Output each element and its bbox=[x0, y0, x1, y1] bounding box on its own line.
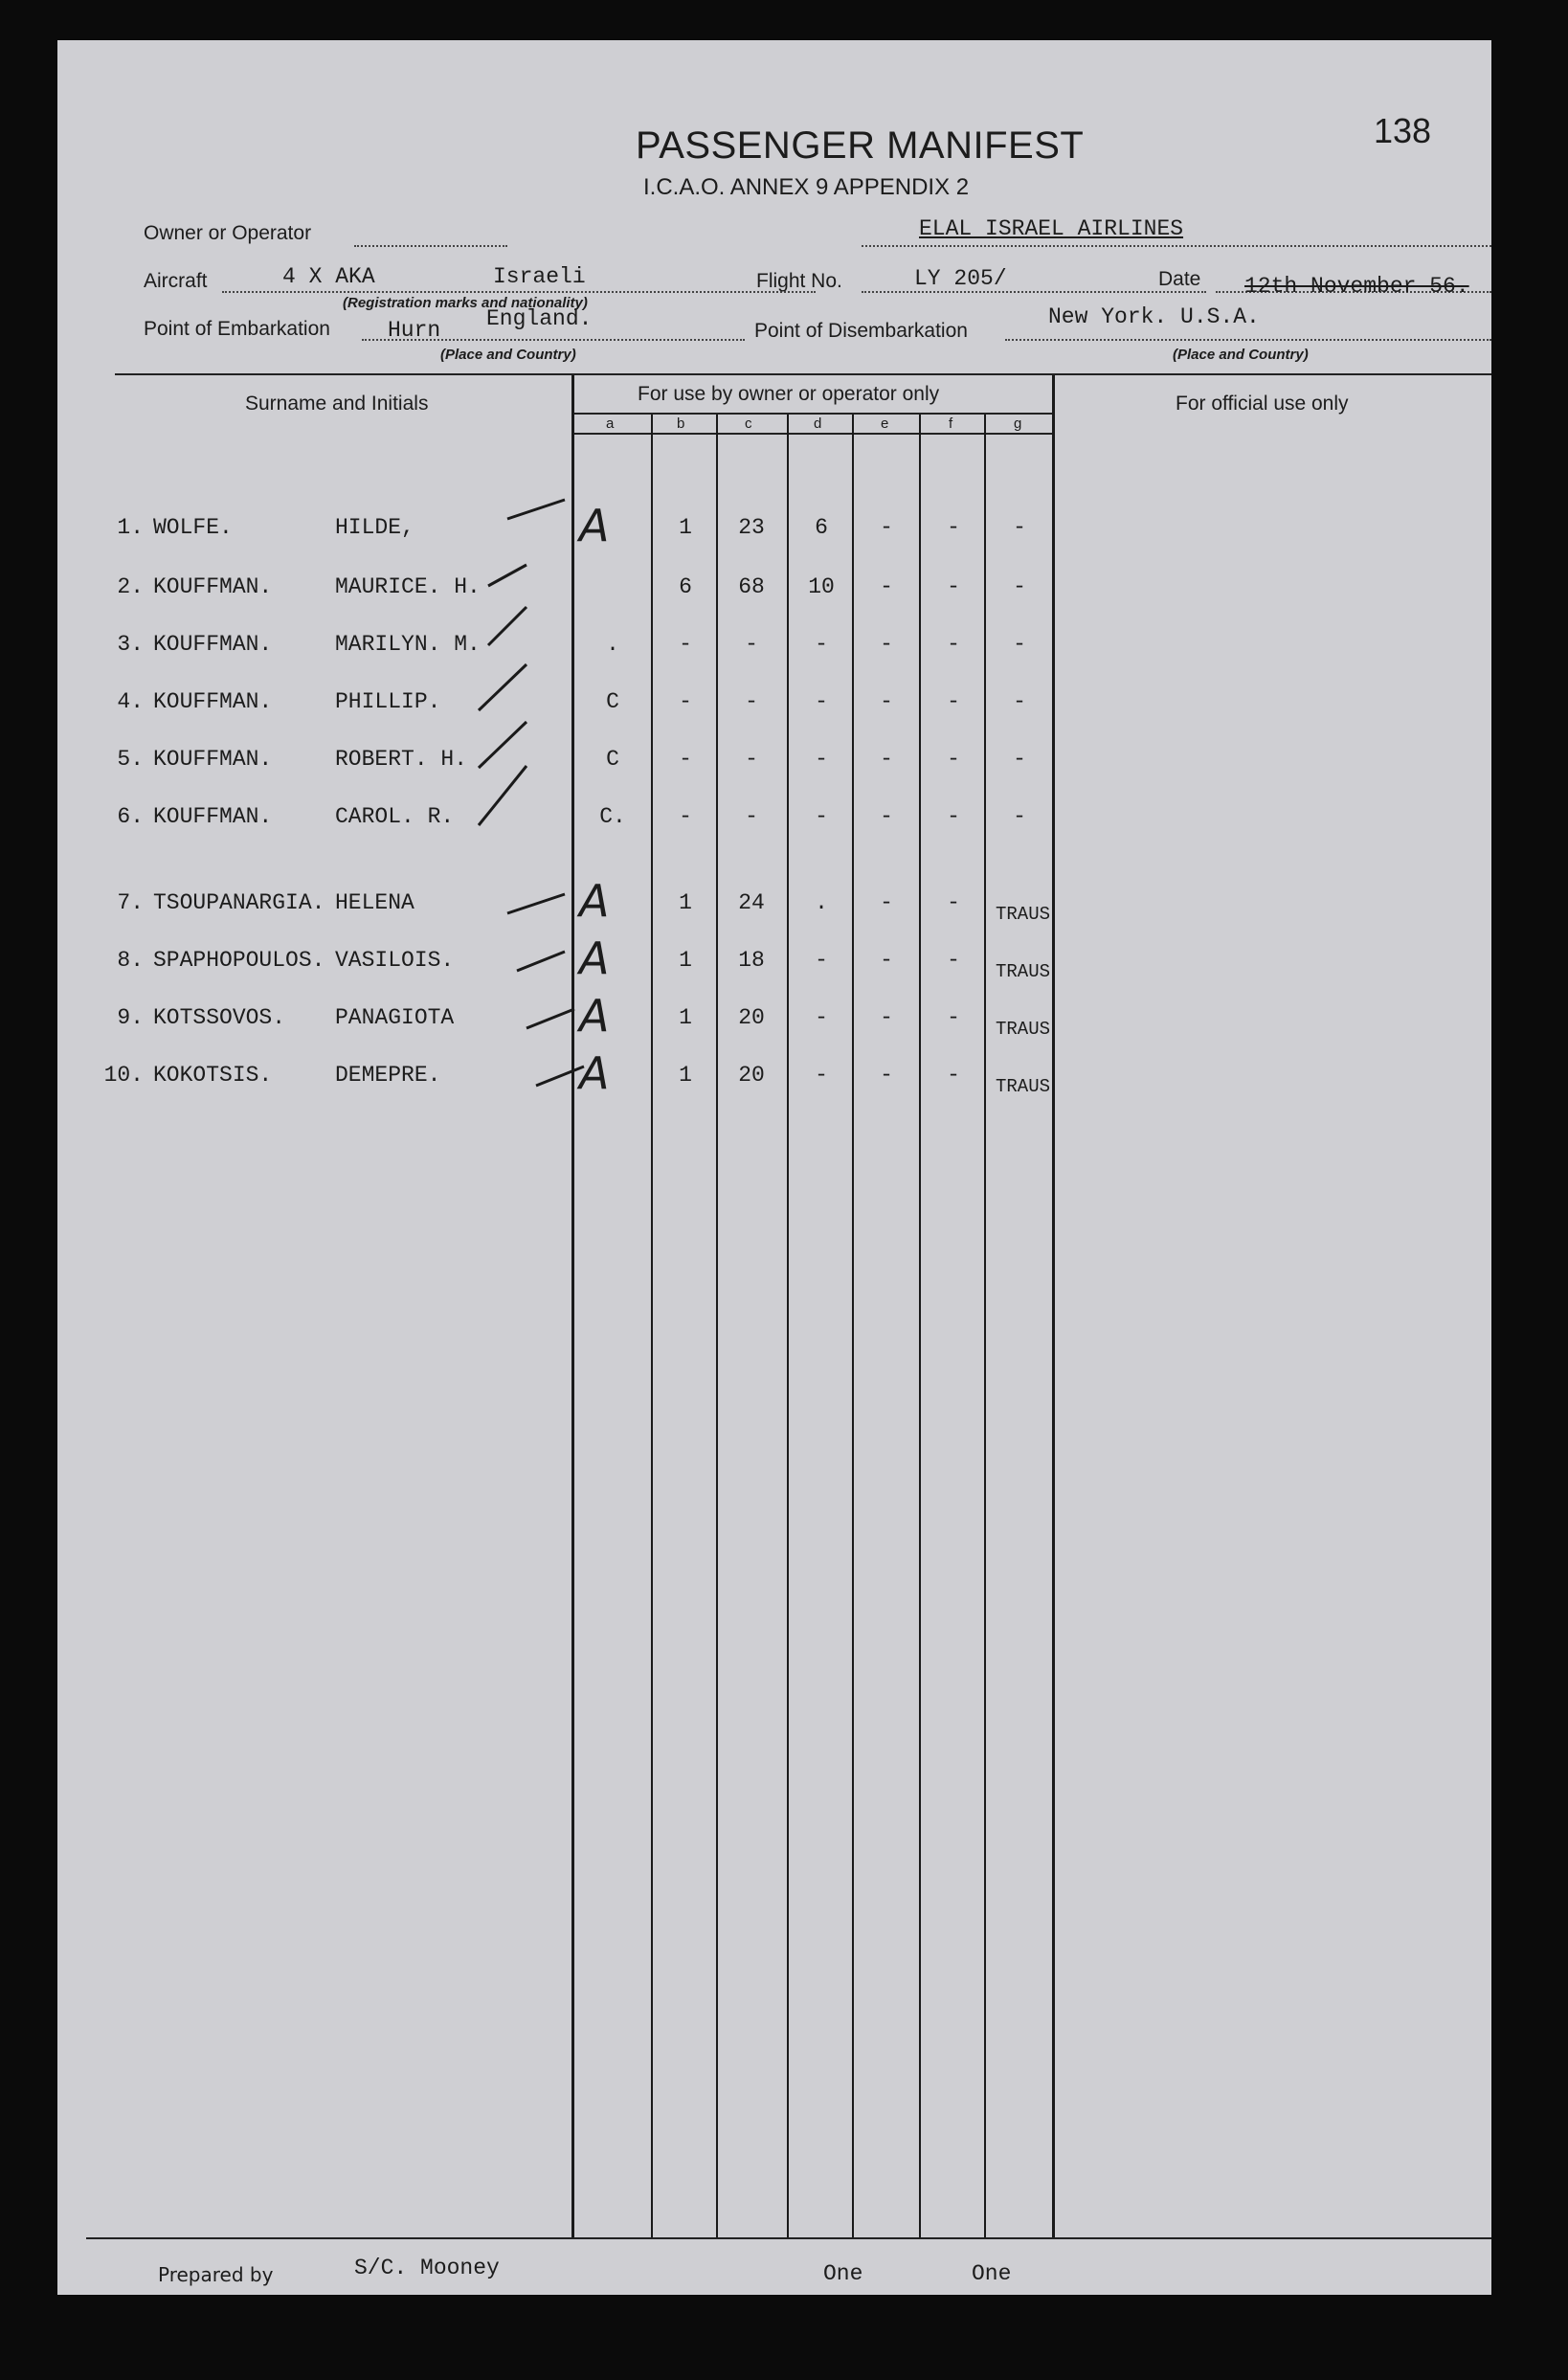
passenger-initials: MARILYN. M. bbox=[335, 632, 481, 657]
passenger-initials: VASILOIS. bbox=[335, 948, 455, 973]
row-number: 2. bbox=[117, 574, 144, 599]
disembarkation-label: Point of Disembarkation bbox=[754, 320, 968, 342]
column-letter-e: e bbox=[881, 415, 889, 432]
passenger-initials: PANAGIOTA bbox=[335, 1005, 455, 1030]
row-number: 10. bbox=[103, 1063, 144, 1088]
passenger-initials: MAURICE. H. bbox=[335, 574, 481, 599]
cell-g: - bbox=[1013, 574, 1026, 599]
passenger-initials: DEMEPRE. bbox=[335, 1063, 441, 1088]
passenger-count-1: One bbox=[823, 2261, 863, 2286]
passenger-count-2: One bbox=[972, 2261, 1012, 2286]
cell-d: - bbox=[815, 1005, 828, 1030]
column-letter-c: c bbox=[745, 415, 752, 432]
table-bottom-rule bbox=[86, 2237, 1491, 2239]
row-number: 3. bbox=[117, 632, 144, 657]
passenger-initials: PHILLIP. bbox=[335, 689, 441, 714]
cell-e: - bbox=[880, 515, 893, 540]
official-use-header: For official use only bbox=[1176, 393, 1349, 415]
cell-b: - bbox=[679, 632, 692, 657]
cell-b: 6 bbox=[679, 574, 692, 599]
cell-g: - bbox=[1013, 515, 1026, 540]
cell-c: - bbox=[745, 804, 758, 829]
date-label: Date bbox=[1158, 268, 1201, 290]
cell-f: - bbox=[947, 1005, 960, 1030]
aircraft-value: 4 X AKA bbox=[282, 264, 375, 289]
cell-c: - bbox=[745, 689, 758, 714]
document-title: PASSENGER MANIFEST bbox=[636, 124, 1085, 167]
cell-b: 1 bbox=[679, 1063, 692, 1088]
cell-g: - bbox=[1013, 632, 1026, 657]
row-number: 1. bbox=[117, 515, 144, 540]
cell-f: - bbox=[947, 515, 960, 540]
disembarkation-value: New York. U.S.A. bbox=[1048, 304, 1260, 329]
cell-b: - bbox=[679, 747, 692, 772]
check-stroke bbox=[479, 722, 526, 768]
row-number: 7. bbox=[117, 890, 144, 915]
passenger-initials: CAROL. R. bbox=[335, 804, 455, 829]
cell-a: C bbox=[606, 689, 619, 714]
passenger-surname: KOKOTSIS. bbox=[153, 1063, 273, 1088]
cell-f: - bbox=[947, 890, 960, 915]
cell-b: - bbox=[679, 689, 692, 714]
date-value: 12th November 56. bbox=[1244, 274, 1469, 299]
manifest-page bbox=[57, 40, 1491, 2295]
cell-f: - bbox=[947, 747, 960, 772]
cell-c: 68 bbox=[738, 574, 765, 599]
check-stroke bbox=[479, 664, 526, 710]
cell-b: - bbox=[679, 804, 692, 829]
cell-a: . bbox=[606, 632, 619, 657]
column-letter-f: f bbox=[949, 415, 953, 432]
embarkation-value: Hurn bbox=[388, 318, 441, 343]
cell-g: TRAUS bbox=[996, 1076, 1051, 1097]
row-number: 5. bbox=[117, 747, 144, 772]
passenger-surname: SPAPHOPOULOS. bbox=[153, 948, 325, 973]
cell-e: - bbox=[880, 1005, 893, 1030]
handwritten-mark: A bbox=[579, 932, 610, 984]
cell-a: C bbox=[606, 747, 619, 772]
cell-c: 20 bbox=[738, 1063, 765, 1088]
registration-note: (Registration marks and nationality) bbox=[343, 295, 588, 311]
cell-e: - bbox=[880, 948, 893, 973]
passenger-surname: KOUFFMAN. bbox=[153, 574, 273, 599]
cell-e: - bbox=[880, 890, 893, 915]
owner-label: Owner or Operator bbox=[144, 222, 312, 244]
prepared-by-label: Prepared by bbox=[158, 2263, 274, 2286]
cell-g: TRAUS bbox=[996, 1019, 1051, 1040]
column-letter-b: b bbox=[677, 415, 685, 432]
aircraft-label: Aircraft bbox=[144, 270, 208, 292]
place-note-right: (Place and Country) bbox=[1173, 347, 1309, 363]
cell-f: - bbox=[947, 1063, 960, 1088]
cell-d: - bbox=[815, 689, 828, 714]
place-note-left: (Place and Country) bbox=[440, 347, 576, 363]
cell-e: - bbox=[880, 747, 893, 772]
cell-c: 20 bbox=[738, 1005, 765, 1030]
cell-d: 6 bbox=[815, 515, 828, 540]
check-stroke bbox=[507, 894, 565, 913]
passenger-initials: ROBERT. H. bbox=[335, 747, 468, 772]
cell-e: - bbox=[880, 689, 893, 714]
owner-use-header: For use by owner or operator only bbox=[638, 383, 940, 405]
check-stroke bbox=[479, 766, 526, 825]
aircraft-nationality: Israeli bbox=[493, 264, 586, 289]
check-stroke bbox=[507, 500, 565, 519]
cell-b: 1 bbox=[679, 515, 692, 540]
cell-b: 1 bbox=[679, 1005, 692, 1030]
row-number: 9. bbox=[117, 1005, 144, 1030]
check-stroke bbox=[526, 1009, 574, 1028]
flight-value: LY 205/ bbox=[914, 266, 1007, 291]
column-letter-a: a bbox=[606, 415, 615, 432]
page-number: 138 bbox=[1374, 111, 1432, 150]
cell-g: - bbox=[1013, 804, 1026, 829]
passenger-initials: HELENA bbox=[335, 890, 414, 915]
cell-d: - bbox=[815, 804, 828, 829]
cell-d: - bbox=[815, 747, 828, 772]
cell-c: 24 bbox=[738, 890, 765, 915]
column-letter-d: d bbox=[814, 415, 822, 432]
cell-d: - bbox=[815, 948, 828, 973]
row-number: 6. bbox=[117, 804, 144, 829]
cell-g: TRAUS bbox=[996, 904, 1051, 925]
cell-b: 1 bbox=[679, 948, 692, 973]
cell-e: - bbox=[880, 574, 893, 599]
cell-c: - bbox=[745, 747, 758, 772]
check-stroke bbox=[488, 565, 526, 586]
handwritten-mark: A bbox=[579, 500, 610, 551]
cell-d: - bbox=[815, 1063, 828, 1088]
prepared-by-value: S/C. Mooney bbox=[354, 2256, 500, 2280]
cell-d: 10 bbox=[808, 574, 835, 599]
cell-c: 23 bbox=[738, 515, 765, 540]
check-stroke bbox=[536, 1067, 584, 1086]
owner-value: ELAL ISRAEL AIRLINES bbox=[919, 216, 1184, 241]
check-stroke bbox=[517, 952, 565, 971]
handwritten-mark: A bbox=[579, 1047, 610, 1099]
cell-f: - bbox=[947, 632, 960, 657]
cell-f: - bbox=[947, 948, 960, 973]
cell-g: TRAUS bbox=[996, 961, 1051, 982]
column-letter-g: g bbox=[1014, 415, 1022, 432]
cell-b: 1 bbox=[679, 890, 692, 915]
cell-g: - bbox=[1013, 747, 1026, 772]
name-column-header: Surname and Initials bbox=[245, 393, 429, 415]
cell-e: - bbox=[880, 632, 893, 657]
passenger-surname: TSOUPANARGIA. bbox=[153, 890, 325, 915]
passenger-surname: KOTSSOVOS. bbox=[153, 1005, 286, 1030]
cell-e: - bbox=[880, 1063, 893, 1088]
handwritten-mark: A bbox=[579, 875, 610, 927]
passenger-surname: KOUFFMAN. bbox=[153, 747, 273, 772]
cell-c: - bbox=[745, 632, 758, 657]
cell-f: - bbox=[947, 804, 960, 829]
row-number: 8. bbox=[117, 948, 144, 973]
cell-d: - bbox=[815, 632, 828, 657]
cell-e: - bbox=[880, 804, 893, 829]
check-stroke bbox=[488, 607, 526, 645]
embarkation-label: Point of Embarkation bbox=[144, 318, 330, 340]
passenger-surname: KOUFFMAN. bbox=[153, 804, 273, 829]
passenger-surname: WOLFE. bbox=[153, 515, 233, 540]
document-subtitle: I.C.A.O. ANNEX 9 APPENDIX 2 bbox=[643, 174, 970, 200]
passenger-surname: KOUFFMAN. bbox=[153, 632, 273, 657]
handwritten-mark: A bbox=[579, 990, 610, 1042]
check-strokes bbox=[57, 40, 1491, 1189]
passenger-surname: KOUFFMAN. bbox=[153, 689, 273, 714]
passenger-initials: HILDE, bbox=[335, 515, 414, 540]
row-number: 4. bbox=[117, 689, 144, 714]
cell-c: 18 bbox=[738, 948, 765, 973]
embarkation-country: England. bbox=[486, 306, 593, 331]
flight-label: Flight No. bbox=[756, 270, 842, 292]
cell-f: - bbox=[947, 689, 960, 714]
cell-g: - bbox=[1013, 689, 1026, 714]
cell-a: C. bbox=[599, 804, 626, 829]
cell-f: - bbox=[947, 574, 960, 599]
cell-d: . bbox=[815, 890, 828, 915]
